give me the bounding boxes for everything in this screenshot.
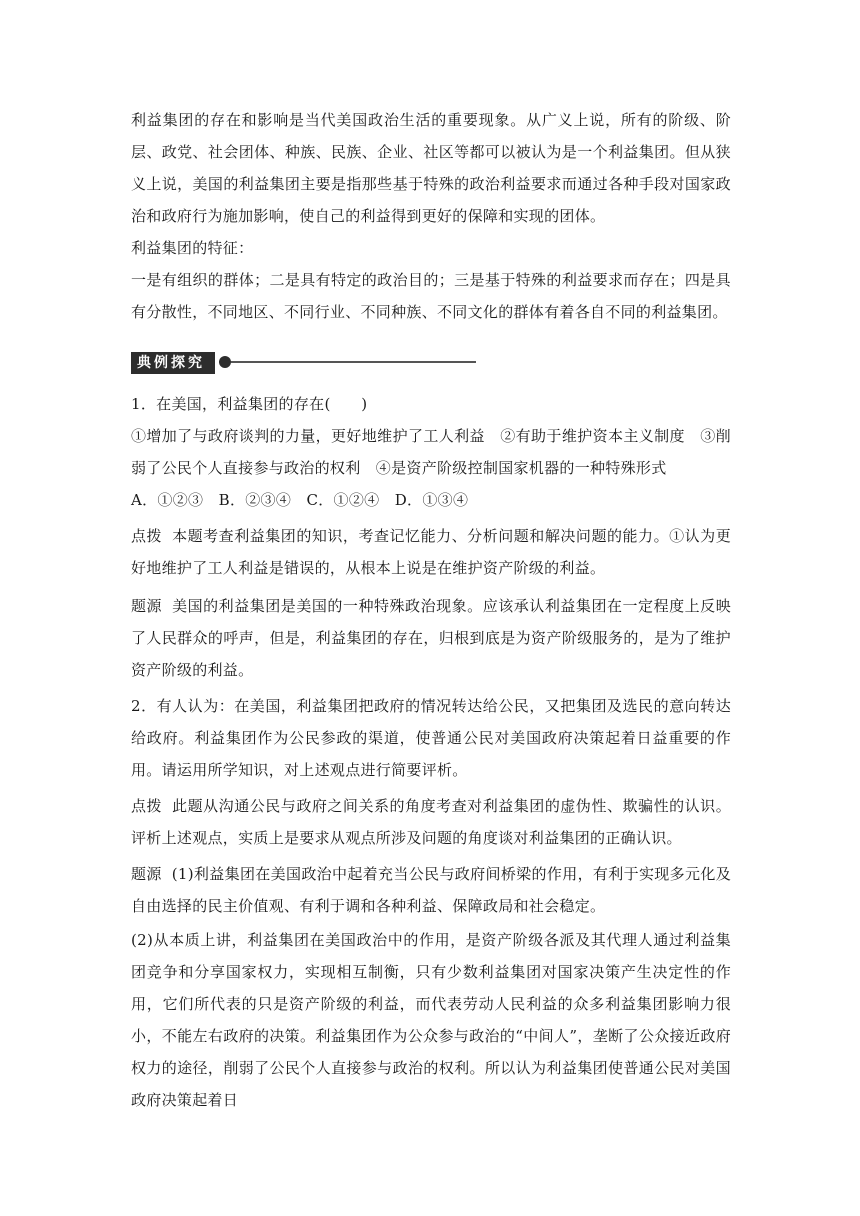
features-paragraph: 一是有组织的群体；二是具有特定的政治目的；三是基于特殊的利益要求而存在；四是具有分散性，不同地区、不同行业、不同种族、不同文化的群体有着各自不同的利益集团。 [131,271,731,321]
hint-text: 本题考查利益集团的知识，考查记忆能力、分析问题和解决问题的能力。①认为更好地维护了工人利益是错误的，从根本上说是在维护资产阶级的利益。 [131,527,731,577]
question-2-stem: 2．有人认为：在美国，利益集团把政府的情况转达给公民，又把集团及选民的意向转达给政府。利益集团作为公民参政的渠道，使普通公民对美国政府决策起着日益重要的作用。请运用所学知识，对上述观点进行简要评析。 [131,697,731,779]
features-heading: 利益集团的特征： [131,239,254,257]
question-1-statements: ①增加了与政府谈判的力量，更好地维护了工人利益 ②有助于维护资本主义制度 ③削弱了公民个人直接参与政治的权利 ④是资产阶级控制国家机器的一种特殊形式 [131,427,731,477]
hint-label: 点拨 [131,797,163,815]
source-text: (1)利益集团在美国政治中起着充当公民与政府间桥梁的作用，有利于实现多元化及自由选择的民主价值观、有利于调和各种利益、保障政局和社会稳定。 [131,865,731,915]
question-2-source-2: (2)从本质上讲，利益集团在美国政治中的作用，是资产阶级各派及其代理人通过利益集团竞争和分享国家权力，实现相互制衡，只有少数利益集团对国家决策产生决定性的作用，它们所代表的只是资产阶级的利益，而代表劳动人民利益的众多利益集团影响力很小，不能左右政府的决策。利益集团作为公众参与政治的“中间人”，垄断了公众接近政府权力的途径，削弱了公民个人直接参与政治的权利。所以认为利益集团使普通公民对美国政府决策起着日 [131,931,731,1109]
section-divider [231,361,476,363]
source-label: 题源 [131,865,162,883]
source-text: 美国的利益集团是美国的一种特殊政治现象。应该承认利益集团在一定程度上反映了人民群众的呼声，但是，利益集团的存在，归根到底是为资产阶级服务的，是为了维护资产阶级的利益。 [131,597,731,679]
question-1-source [131,590,731,686]
hint-text: 此题从沟通公民与政府之间关系的角度考查对利益集团的虚伪性、欺骗性的认识。评析上述观点，实质上是要求从观点所涉及问题的角度谈对利益集团的正确认识。 [131,797,731,847]
question-1-options: A．①②③ B．②③④ C．①②④ D．①③④ [131,491,469,509]
source-label: 题源 [131,597,163,615]
section-header [131,350,476,376]
intro-paragraph: 利益集团的存在和影响是当代美国政治生活的重要现象。从广义上说，所有的阶级、阶层、政党、社会团体、种族、民族、企业、社区等都可以被认为是一个利益集团。但从狭义上说，美国的利益集团主要是指那些基于特殊的政治利益要求而通过各种手段对国家政治和政府行为施加影响，使自己的利益得到更好的保障和实现的团体。 [131,111,731,225]
hint-label: 点拨 [131,527,163,545]
section-dot-icon [219,356,231,368]
question-1-hint [131,520,731,584]
section-title: 典例探究 [131,352,215,374]
question-1-stem: 1．在美国，利益集团的存在( ) [131,395,368,413]
question-2-source-1 [131,858,731,922]
question-2-hint [131,790,731,854]
